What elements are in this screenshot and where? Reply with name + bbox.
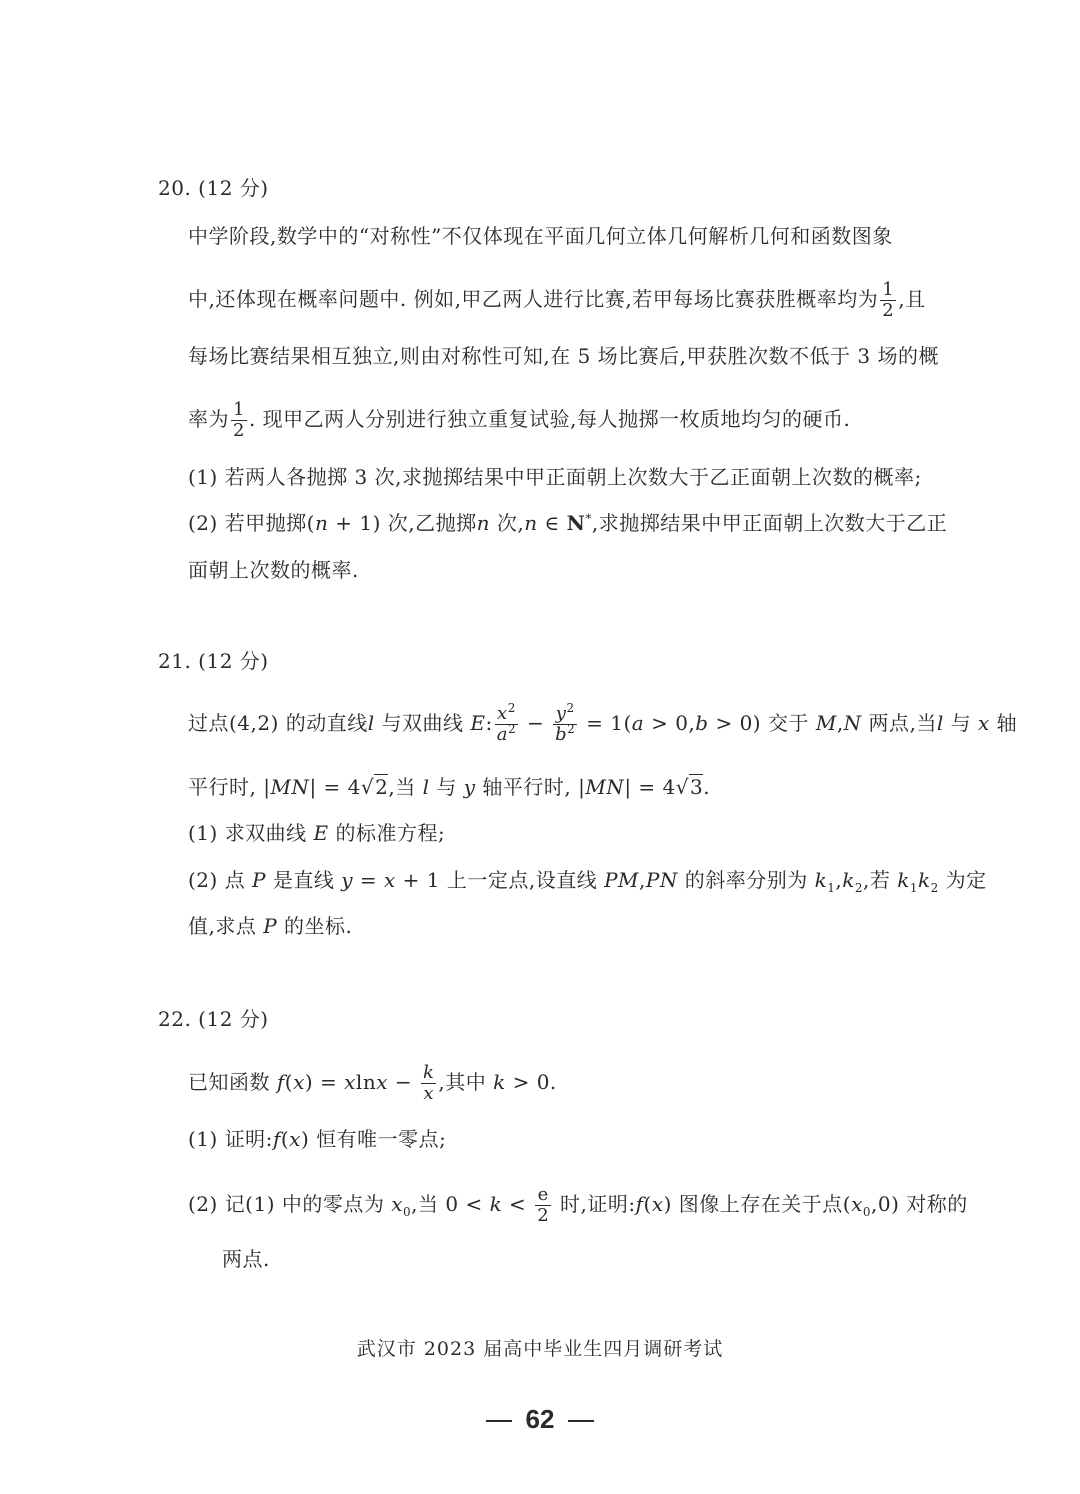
q22-subquestion-2-cont: 两点. [222, 1247, 270, 1271]
q20-subquestion-2-cont: 面朝上次数的概率. [188, 558, 359, 582]
q20-para-line2: 中,还体现在概率问题中. 例如,甲乙两人进行比赛,若甲每场比赛获胜概率均为 $\frac{1}{2}$ ,且 [188, 279, 926, 321]
fraction-e-over-2: $\frac{e}{2}$ [537, 1184, 550, 1226]
q22-subquestion-2: (2) 记(1) 中的零点为 $x_0$,当 0 < k < $\frac{e}{2}$ 时,证明:f(x) 图像上存在关于点$(x_0,0)$ 对称的 [188, 1184, 968, 1226]
fraction-one-half-2: $\frac{1}{2}$ [233, 399, 245, 441]
right-dash [568, 1420, 594, 1422]
q21-subquestion-1: (1) 求双曲线 E 的标准方程; [188, 821, 446, 845]
left-dash [486, 1420, 512, 1422]
fraction-x2-a2: $\frac{x^2}{a^2}$ [496, 701, 517, 745]
q20-para-line3: 每场比赛结果相互独立,则由对称性可知,在 5 场比赛后,甲获胜次数不低于 3 场的概 [188, 344, 939, 368]
q22-subquestion-1: (1) 证明:f(x) 恒有唯一零点; [188, 1127, 447, 1151]
fraction-y2-b2: $\frac{y^2}{b^2}$ [555, 701, 576, 745]
fraction-k-over-x: $\frac{k}{x}$ [422, 1062, 435, 1104]
q20-para-line1: 中学阶段,数学中的“对称性”不仅体现在平面几何立体几何解析几何和函数图象 [188, 224, 893, 248]
fraction-one-half: $\frac{1}{2}$ [882, 279, 895, 321]
q21-subquestion-2-cont: 值,求点 P 的坐标. [188, 914, 353, 938]
q20-heading: 20. (12 分) [158, 176, 269, 200]
q21-para-line1: 过点(4,2) 的动直线l 与双曲线 E: $\frac{x^2}{a^2}$ − $\frac{y^2}{b^2}$ = 1(a > 0,b > 0) 交于 M,N 两点,当l 与 x 轴 [188, 701, 1018, 745]
q21-subquestion-2: (2) 点 P 是直线 y = x + 1 上一定点,设直线 PM,PN 的斜率分别为 $k_1,k_2$,若 $k_1k_2$ 为定 [188, 868, 987, 895]
q21-heading: 21. (12 分) [158, 649, 269, 673]
q22-heading: 22. (12 分) [158, 1007, 269, 1031]
page-number: 62 [0, 1404, 1080, 1435]
q20-subquestion-1: (1) 若两人各抛掷 3 次,求抛掷结果中甲正面朝上次数大于乙正面朝上次数的概率; [188, 465, 922, 489]
q20-para-line4: 率为 $\frac{1}{2}$ . 现甲乙两人分别进行独立重复试验,每人抛掷一枚质地均匀的硬币. [188, 399, 851, 441]
exam-title: 武汉市 2023 届高中毕业生四月调研考试 [356, 1338, 724, 1360]
q21-para-line2: 平行时, |MN| = 4√2,当 l 与 y 轴平行时, |MN| = 4√3. [188, 775, 711, 799]
q22-para-line1: 已知函数 f(x) = xlnx − $\frac{k}{x}$ ,其中 k > 0. [188, 1062, 557, 1104]
q20-subquestion-2: (2) 若甲抛掷(n + 1) 次,乙抛掷n 次,n ∈ N*,求抛掷结果中甲正面朝上次数大于乙正 [188, 511, 948, 535]
